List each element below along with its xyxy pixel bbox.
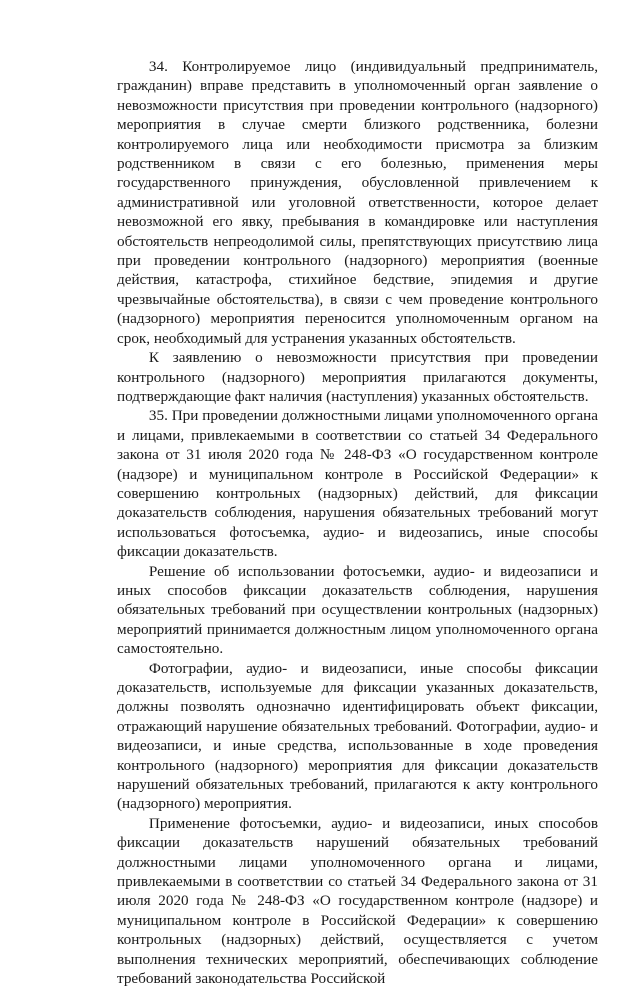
paragraph-recording-application: Применение фотосъемки, аудио- и видеозаписи, иных способов фиксации доказательств нарушений обязательных требований должностными лицами уполномоченного органа и лицами, привлекаемыми в соответствии со статьей 34 Федерального закона от 31 июля 2020 года № 248-ФЗ «О государственном контроле (надзоре) и муниципальном контроле в Российской Федерации» к совершению контрольных (надзорных) действий, осуществляется с учетом выполнения технических мероприятий, обеспечивающих соблюдение требований законодательства Российской: [117, 814, 598, 988]
paragraph-attached-documents: К заявлению о невозможности присутствия при проведении контрольного (надзорного) мероприятия прилагаются документы, подтверждающие факт наличия (наступления) указанных обстоятельств.: [117, 349, 598, 405]
paragraph-recording-decision: Решение об использовании фотосъемки, аудио- и видеозаписи и иных способов фиксации доказательств соблюдения, нарушения обязательных требований при осуществлении контрольных (надзорных) мероприятий принимается должностным лицом уполномоченного органа самостоятельно.: [117, 562, 598, 658]
paragraph-photo-audio-video-requirements: Фотографии, аудио- и видеозаписи, иные способы фиксации доказательств, используемые для фиксации указанных доказательств, должны позволять однозначно идентифицировать объект фиксации, отражающий нарушение обязательных требований. Фотографии, аудио- и видеозаписи, и иные средства, использованные в ходе проведения контрольного (надзорного) мероприятия для фиксации доказательств нарушений обязательных требований, прилагаются к акту контрольного (надзорного) мероприятия.: [117, 659, 598, 813]
paragraph-34-absence-notice: 34. Контролируемое лицо (индивидуальный предприниматель, гражданин) вправе представить в уполномоченный орган заявление о невозможности присутствия при проведении контрольного (надзорного) мероприятия в случае смерти близкого родственника, болезни контролируемого лица или необходимости присмотра за близким родственником в связи с его болезнью, применения меры государственного принуждения, обусловленной привлечением к административной или уголовной ответственности, которое делает невозможной его явку, пребывания в командировке или наступления обстоятельств непреодолимой силы, препятствующих присутствию лица при проведении контрольного (надзорного) мероприятия (военные действия, катастрофа, стихийное бедствие, эпидемия и другие чрезвычайные обстоятельства), в связи с чем проведение контрольного (надзорного) мероприятия переносится уполномоченным органом на срок, необходимый для устранения указанных обстоятельств.: [117, 58, 598, 347]
document-page: [117, 57, 598, 989]
paragraph-35-evidence-recording: 35. При проведении должностными лицами уполномоченного органа и лицами, привлекаемыми в соответствии со статьей 34 Федерального закона от 31 июля 2020 года № 248-ФЗ «О государственном контроле (надзоре) и муниципальном контроле в Российской Федерации» к совершению контрольных (надзорных) действий, для фиксации доказательств соблюдения, нарушения обязательных требований могут использоваться фотосъемка, аудио- и видеозапись, иные способы фиксации доказательств.: [117, 407, 598, 561]
